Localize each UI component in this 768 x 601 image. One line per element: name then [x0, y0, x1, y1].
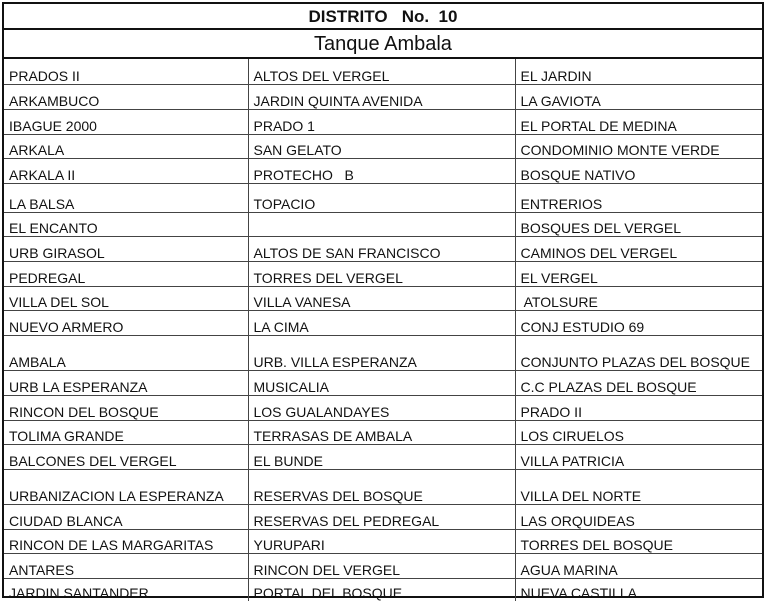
table-row [4, 504, 762, 529]
table-row [4, 420, 762, 444]
table-row [4, 286, 762, 310]
table-row [4, 529, 762, 553]
neighborhood-cell: VILLA PATRICIA [515, 444, 762, 469]
neighborhood-cell: LA CIMA [248, 310, 515, 335]
neighborhood-cell: CONJ ESTUDIO 69 [515, 310, 762, 335]
neighborhood-cell: BOSQUES DEL VERGEL [515, 212, 762, 236]
neighborhood-cell: LAS ORQUIDEAS [515, 504, 762, 529]
neighborhood-cell: RINCON DE LAS MARGARITAS [4, 529, 248, 553]
neighborhood-cell: TORRES DEL VERGEL [248, 261, 515, 286]
neighborhood-table [4, 59, 762, 601]
neighborhood-cell: ENTRERIOS [515, 183, 762, 212]
table-row [4, 84, 762, 109]
neighborhood-cell: EL ENCANTO [4, 212, 248, 236]
neighborhood-cell: EL PORTAL DE MEDINA [515, 109, 762, 134]
table-row [4, 310, 762, 335]
table-row [4, 236, 762, 261]
neighborhood-cell: ARKALA [4, 134, 248, 158]
table-row [4, 59, 762, 84]
neighborhood-cell [248, 212, 515, 236]
neighborhood-cell: URB GIRASOL [4, 236, 248, 261]
neighborhood-cell: JARDIN SANTANDER [4, 578, 248, 601]
neighborhood-cell: ARKAMBUCO [4, 84, 248, 109]
neighborhood-cell: IBAGUE 2000 [4, 109, 248, 134]
neighborhood-cell: PORTAL DEL BOSQUE [248, 578, 515, 601]
neighborhood-cell: C.C PLAZAS DEL BOSQUE [515, 370, 762, 395]
neighborhood-cell: URBANIZACION LA ESPERANZA [4, 469, 248, 504]
neighborhood-cell: JARDIN QUINTA AVENIDA [248, 84, 515, 109]
neighborhood-cell: VILLA VANESA [248, 286, 515, 310]
neighborhood-cell: PRADO II [515, 395, 762, 420]
neighborhood-cell: PRADO 1 [248, 109, 515, 134]
neighborhood-cell: LOS CIRUELOS [515, 420, 762, 444]
neighborhood-cell: YURUPARI [248, 529, 515, 553]
table-row [4, 469, 762, 504]
neighborhood-cell: CONJUNTO PLAZAS DEL BOSQUE [515, 335, 762, 370]
neighborhood-cell: CAMINOS DEL VERGEL [515, 236, 762, 261]
neighborhood-cell: MUSICALIA [248, 370, 515, 395]
neighborhood-cell: ALTOS DE SAN FRANCISCO [248, 236, 515, 261]
neighborhood-cell: TERRASAS DE AMBALA [248, 420, 515, 444]
neighborhood-cell: VILLA DEL NORTE [515, 469, 762, 504]
neighborhood-cell: VILLA DEL SOL [4, 286, 248, 310]
neighborhood-cell: LOS GUALANDAYES [248, 395, 515, 420]
table-row [4, 578, 762, 601]
neighborhood-cell: RESERVAS DEL PEDREGAL [248, 504, 515, 529]
table-row [4, 335, 762, 370]
table-row [4, 212, 762, 236]
table-row [4, 134, 762, 158]
neighborhood-cell: RESERVAS DEL BOSQUE [248, 469, 515, 504]
table-row [4, 183, 762, 212]
table-row [4, 370, 762, 395]
neighborhood-cell: ARKALA II [4, 158, 248, 183]
neighborhood-cell: TORRES DEL BOSQUE [515, 529, 762, 553]
neighborhood-cell: AMBALA [4, 335, 248, 370]
neighborhood-cell: EL JARDIN [515, 59, 762, 84]
table-row [4, 109, 762, 134]
district-subtitle: Tanque Ambala [4, 30, 762, 59]
neighborhood-cell: CIUDAD BLANCA [4, 504, 248, 529]
neighborhood-cell: EL BUNDE [248, 444, 515, 469]
neighborhood-cell: AGUA MARINA [515, 553, 762, 578]
neighborhood-cell: SAN GELATO [248, 134, 515, 158]
neighborhood-cell: PROTECHO B [248, 158, 515, 183]
neighborhood-cell: PRADOS II [4, 59, 248, 84]
neighborhood-cell: RINCON DEL VERGEL [248, 553, 515, 578]
neighborhood-cell: URB. VILLA ESPERANZA [248, 335, 515, 370]
neighborhood-cell: ANTARES [4, 553, 248, 578]
district-sheet [2, 2, 764, 601]
neighborhood-cell: RINCON DEL BOSQUE [4, 395, 248, 420]
neighborhood-cell: ALTOS DEL VERGEL [248, 59, 515, 84]
neighborhood-cell: TOLIMA GRANDE [4, 420, 248, 444]
neighborhood-cell: CONDOMINIO MONTE VERDE [515, 134, 762, 158]
neighborhood-cell: BALCONES DEL VERGEL [4, 444, 248, 469]
neighborhood-cell: PEDREGAL [4, 261, 248, 286]
neighborhood-cell: NUEVA CASTILLA [515, 578, 762, 601]
table-row [4, 261, 762, 286]
neighborhood-cell: URB LA ESPERANZA [4, 370, 248, 395]
neighborhood-cell: ATOLSURE [515, 286, 762, 310]
neighborhood-cell: NUEVO ARMERO [4, 310, 248, 335]
table-row [4, 444, 762, 469]
neighborhood-cell: LA GAVIOTA [515, 84, 762, 109]
neighborhood-cell: BOSQUE NATIVO [515, 158, 762, 183]
district-title: DISTRITO No. 10 [4, 4, 762, 30]
table-row [4, 553, 762, 578]
neighborhood-cell: LA BALSA [4, 183, 248, 212]
neighborhood-cell: EL VERGEL [515, 261, 762, 286]
neighborhood-cell: TOPACIO [248, 183, 515, 212]
table-row [4, 158, 762, 183]
table-row [4, 395, 762, 420]
